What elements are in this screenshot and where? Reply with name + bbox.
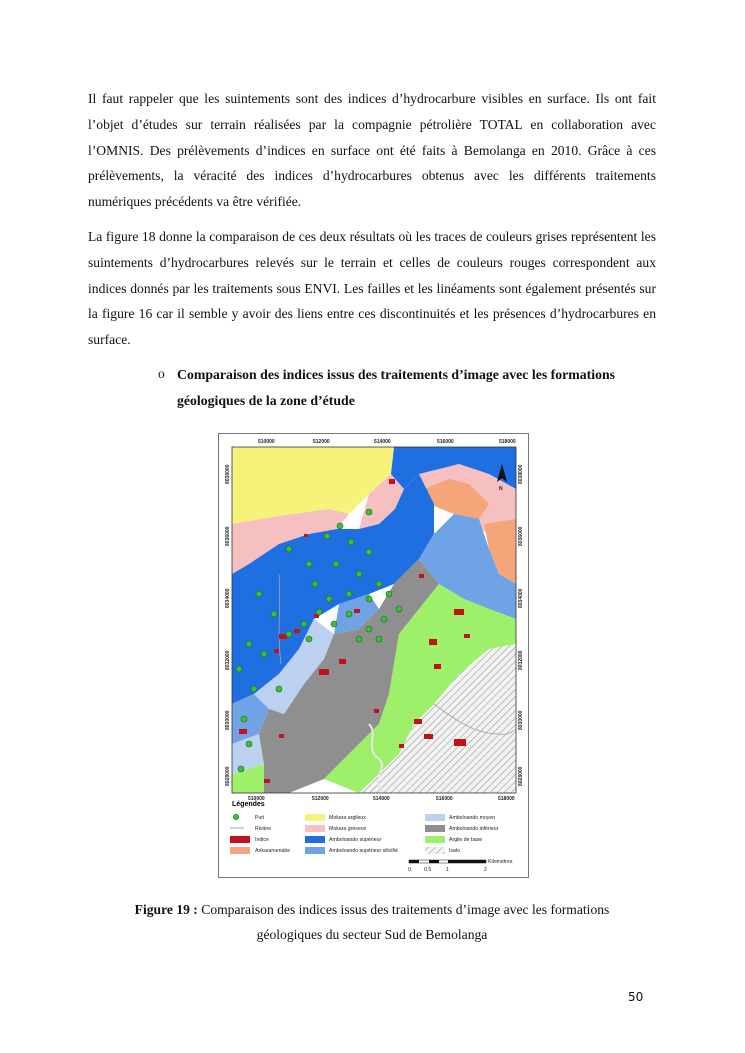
legend-swatch-indice	[230, 836, 250, 843]
y-axis-ticks-left	[225, 464, 231, 786]
legend-swatch-amboloando-silicifie	[305, 847, 325, 854]
y-tick: 8038000	[225, 464, 231, 484]
legend-label: Puit	[255, 815, 264, 821]
legend-label: Mokara gréseux	[329, 826, 367, 832]
page-number: 50	[628, 990, 644, 1004]
map-area	[232, 447, 516, 793]
y-tick: 8030000	[518, 710, 524, 730]
legend-swatch-argile-de-base	[425, 836, 445, 843]
y-tick: 8032000	[225, 650, 231, 670]
y-axis-ticks-right	[518, 464, 524, 786]
legend-swatch-amboloando-moyen	[425, 814, 445, 821]
legend-label: Rivière	[255, 826, 272, 832]
bullet-marker: o	[158, 366, 165, 381]
geological-map	[219, 434, 528, 877]
y-tick: 8036000	[225, 526, 231, 546]
legend-swatch-isalo	[425, 847, 445, 854]
scale-unit: Kilomètres	[488, 859, 513, 865]
x-tick: 518000	[498, 796, 515, 802]
figure-label: Figure 19 :	[134, 902, 198, 917]
x-tick: 512000	[313, 439, 330, 445]
scale-label: 0.5	[424, 867, 432, 873]
north-label: N	[499, 486, 503, 492]
y-tick: 8038000	[518, 464, 524, 484]
legend-label: Mokara argileux	[329, 815, 366, 821]
figure-caption-line2: géologiques du secteur Sud de Bemolanga	[256, 927, 488, 942]
legend-swatch-mokara-argileux	[305, 814, 325, 821]
scale-label: 1	[446, 867, 449, 873]
paragraph-intro: Il faut rappeler que les suintements sont des indices d’hydrocarbure visibles en surface. Ils ont fait l’objet d’études sur terrain réalisées par la compagnie pétrolière TOTAL en collaboration avec l’OMNIS. Des prélèvements d’indices en surface ont été faits à Bemolanga en 2010. Grâce à ces prélèvements, la véracité des indices d’hydrocarbures obtenus avec les différents traitements numériques précédents va être vérifiée.	[88, 91, 656, 210]
legend-swatch-mokara-greseux	[305, 825, 325, 832]
scale-label: 0	[408, 867, 411, 873]
section-heading: Comparaison des indices issus des traitements d’image avec les formations géologiques de la zone d’étude	[177, 367, 616, 408]
x-axis-ticks-bottom	[248, 796, 515, 802]
y-tick: 8028000	[518, 766, 524, 786]
y-tick: 8034000	[225, 588, 231, 608]
y-tick: 8036000	[518, 526, 524, 546]
scale-bar	[408, 859, 513, 873]
legend-label: Amboloando supérieur silicifié	[329, 848, 398, 854]
legend-title: Légendes	[232, 801, 265, 808]
legend-label: Amboloando inférieur	[449, 826, 499, 832]
legend-label: Amboloando supérieur	[329, 837, 382, 843]
x-tick: 518000	[499, 439, 516, 445]
paragraph-comparison: La figure 18 donne la comparaison de ces deux résultats où les traces de couleurs grises représentent les suintements d’hydrocarbures relevés sur le terrain et celles de couleurs rouges correspondent aux indices donnés par les traitements sous ENVI. Les failles et les linéaments sont également présentés sur la figure 16 car il semble y avoir des liens entre ces discontinuités et les présences d’hydrocarbures en surface.	[88, 229, 656, 348]
caption-text: Comparaison des indices issus des traitements d’image avec les formations	[201, 902, 610, 917]
x-tick: 514000	[373, 796, 390, 802]
x-axis-ticks-top	[258, 439, 516, 445]
x-tick: 510000	[248, 796, 265, 802]
figure-caption-line1	[88, 897, 656, 922]
legend-swatch-amboloando-inferieur	[425, 825, 445, 832]
x-tick: 514000	[374, 439, 391, 445]
y-tick: 8030000	[225, 710, 231, 730]
y-tick: 8034000	[518, 588, 524, 608]
y-tick: 8032000	[518, 650, 524, 670]
legend-label: Amboloando moyen	[449, 815, 496, 821]
y-tick: 8028000	[225, 766, 231, 786]
legend-label: Indice	[255, 837, 269, 843]
x-tick: 516000	[437, 439, 454, 445]
legend-swatch-amboloando-superieur	[305, 836, 325, 843]
x-tick: 512000	[312, 796, 329, 802]
x-tick: 516000	[436, 796, 453, 802]
legend-label: Ankaramenabe	[255, 848, 291, 854]
map-legend	[230, 801, 499, 854]
legend-label: Isalo	[449, 848, 460, 854]
legend-swatch-ankaramenabe	[230, 847, 250, 854]
x-tick: 510000	[258, 439, 275, 445]
geological-map-figure	[218, 433, 529, 878]
legend-label: Argile de base	[449, 837, 483, 843]
scale-label: 2	[484, 867, 487, 873]
legend-swatch-puit	[233, 814, 239, 820]
